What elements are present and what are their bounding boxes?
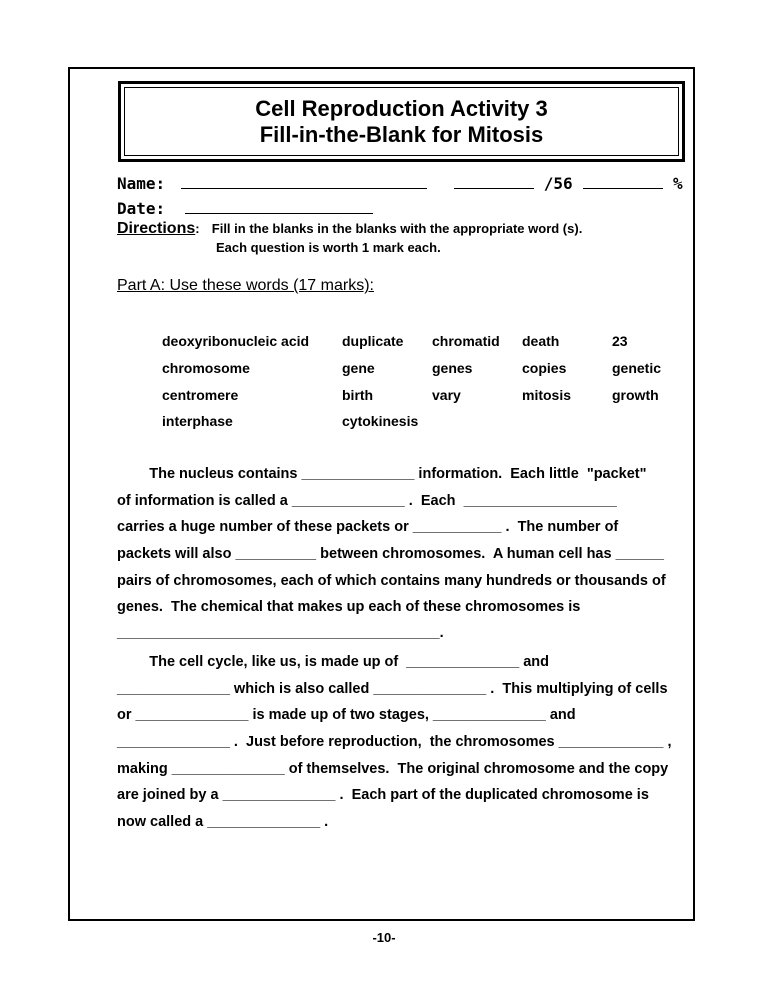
paragraph-line: genes. The chemical that makes up each of these chromosomes is [117,599,581,615]
date-label: Date: [117,199,166,218]
word-bank-item: death [522,333,560,349]
word-bank-item: mitosis [522,387,572,403]
percent-label: % [672,174,683,193]
name-label: Name: [117,174,166,193]
word-bank-item: gene [342,360,375,376]
word-bank-item: copies [522,360,567,376]
word-bank-item: birth [342,387,374,403]
word-bank-item: interphase [162,413,233,429]
word-bank-item: genetic [612,360,662,376]
word-bank-item: genes [432,360,473,376]
word-bank-item: vary [432,387,461,403]
paragraph-line: The cell cycle, like us, is made up of ______________ and [117,654,550,670]
word-bank-item: chromosome [162,360,250,376]
part-a-heading: Part A: Use these words (17 marks): [117,277,374,294]
word-bank-item: chromatid [432,333,500,349]
score-blank[interactable] [454,188,534,189]
word-bank-item: deoxyribonucleic acid [162,333,310,349]
date-blank[interactable] [185,213,373,214]
title-line-2: Fill-in-the-Blank for Mitosis [259,121,544,147]
word-bank-item: 23 [612,333,628,349]
word-bank-item: growth [612,387,659,403]
name-blank[interactable] [181,188,427,189]
paragraph-line: carries a huge number of these packets or ___________ . The number of [117,519,619,535]
paragraph-line: ______________ which is also called ______________ . This multiplying of cells [117,681,668,697]
name-row [117,174,683,193]
paragraph-line: of information is called a ______________ . Each ___________________ [117,493,617,509]
paragraph-line: ________________________________________. [117,625,444,641]
paragraph-line: pairs of chromosomes, each of which contains many hundreds or thousands of [117,573,666,589]
paragraph-line: making ______________ of themselves. The original chromosome and the copy [117,761,669,777]
date-row [117,199,373,218]
title-inner-frame [124,87,679,156]
word-bank-item: cytokinesis [342,413,419,429]
directions-label: Directions [117,220,196,237]
directions-colon: : [195,221,200,236]
paragraph-line: The nucleus contains ______________ information. Each little "packet" [117,466,647,482]
paragraph-line: ______________ . Just before reproduction, the chromosomes _____________ , [117,734,672,750]
paragraph-line: packets will also __________ between chromosomes. A human cell has ______ [117,546,664,562]
word-bank-item: duplicate [342,333,404,349]
score-label: /56 [543,174,573,193]
paragraph-line: are joined by a ______________ . Each part of the duplicated chromosome is [117,787,649,803]
word-bank-item: centromere [162,387,239,403]
directions-line-2: Each question is worth 1 mark each. [216,240,441,255]
title-box [118,81,685,162]
percent-blank[interactable] [583,188,663,189]
directions-line-1: Fill in the blanks in the blanks with the appropriate word (s). [211,221,583,236]
paragraph-line: or ______________ is made up of two stages, ______________ and [117,707,576,723]
page-number: -10- [372,930,396,945]
paragraph-line: now called a ______________ . [117,814,329,830]
directions-row [117,220,582,238]
title-line-1: Cell Reproduction Activity 3 [255,95,548,121]
